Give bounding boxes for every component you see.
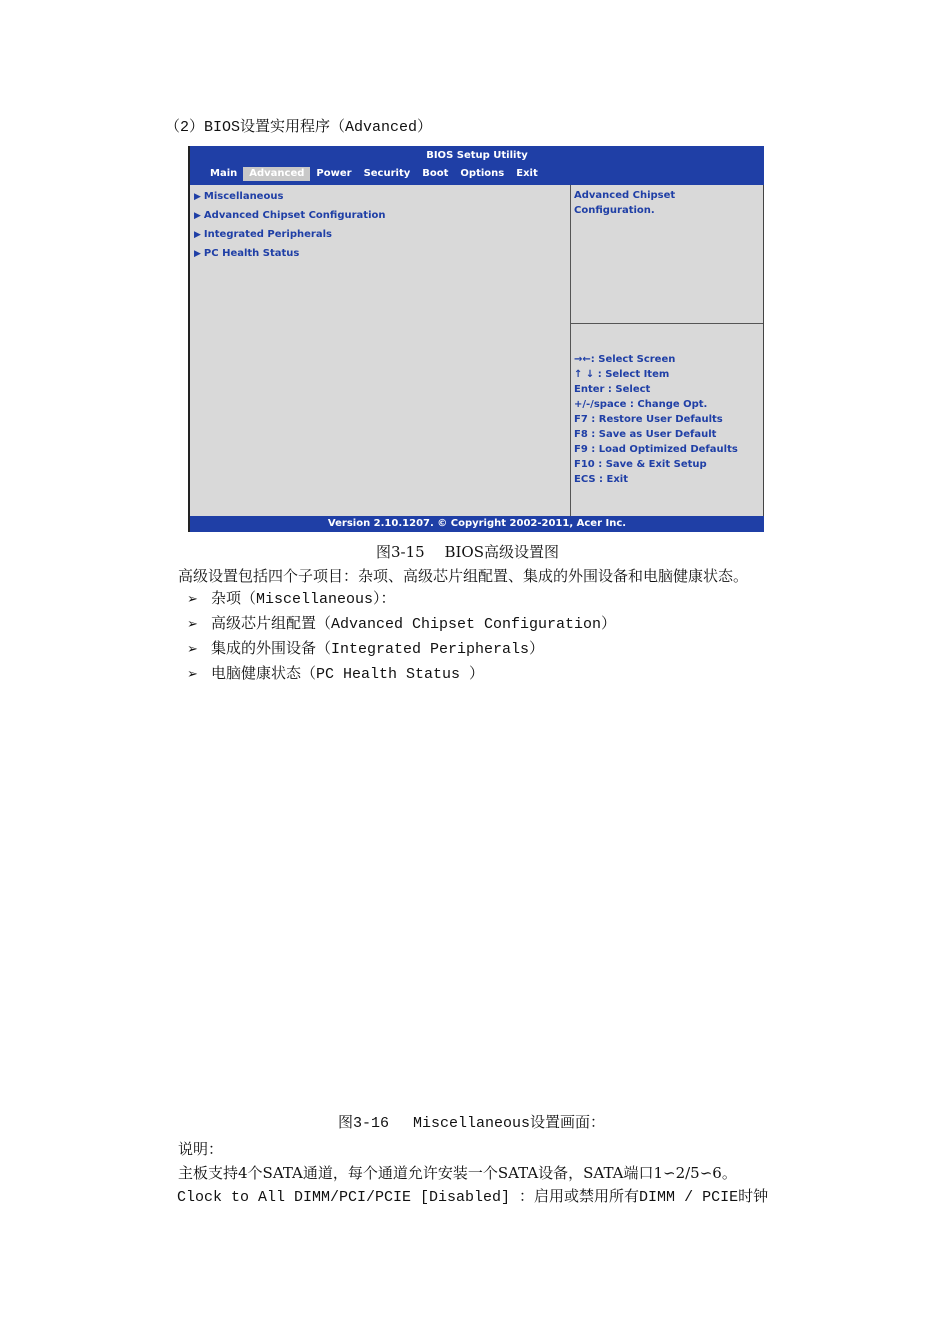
bullet-arrow-icon: ➢ [187,592,198,607]
intro-paragraph: 高级设置包括四个子项目：杂项、高级芯片组配置、集成的外围设备和电脑健康状态。 [178,567,749,585]
triangle-right-icon: ▶ [194,192,201,202]
bios-right-border [763,185,764,516]
bullet-arrow-icon: ➢ [187,642,198,657]
menu-boot[interactable]: Boot [422,168,449,179]
menu-options[interactable]: Options [460,168,505,179]
bios-item-label: Integrated Peripherals [203,229,332,240]
bios-menu-bar [204,167,544,181]
note-line-clock: Clock to All DIMM/PCI/PCIE [Disabled] ：启用或禁用所有DIMM / PCIE时钟 [177,1189,769,1206]
key-f8: F8 : Save as User Default [574,429,717,440]
key-esc: ECS : Exit [574,474,629,485]
menu-advanced[interactable]: Advanced [243,167,310,181]
key-f7: F7 : Restore User Defaults [574,414,723,425]
bios-help-divider [571,323,764,324]
bios-item-label: Advanced Chipset Configuration [203,210,386,221]
bios-item-pc-health[interactable] [194,245,386,264]
menu-power[interactable]: Power [316,168,352,179]
note-label: 说明： [178,1140,224,1158]
bullet-miscellaneous: 杂项（Miscellaneous）： [211,591,396,608]
bios-screenshot [188,146,764,532]
bullet-arrow-icon: ➢ [187,667,198,682]
bios-item-label: PC Health Status [203,248,300,259]
figure-caption-3-16: 图3-16 Miscellaneous设置画面： [338,1115,606,1132]
bios-item-label: Miscellaneous [203,191,284,202]
key-enter: Enter : Select [574,384,651,395]
key-select-item: ↑ ↓ : Select Item [574,369,670,380]
bios-item-integrated-peripherals[interactable] [194,226,386,245]
bios-item-advanced-chipset[interactable] [194,207,386,226]
bios-panel-divider [570,185,571,516]
triangle-right-icon: ▶ [194,249,201,259]
key-f9: F9 : Load Optimized Defaults [574,444,738,455]
figure-caption-3-15: 图3-15 BIOS高级设置图 [376,543,559,561]
bullet-arrow-icon: ➢ [187,617,198,632]
triangle-right-icon: ▶ [194,211,201,221]
menu-exit[interactable]: Exit [516,168,538,179]
bios-item-list [194,188,386,264]
bios-help-text: Advanced Chipset Configuration. [574,190,676,216]
menu-security[interactable]: Security [363,168,411,179]
bios-footer: Version 2.10.1207. © Copyright 2002-2011, Acer Inc. [190,516,764,532]
bullet-integrated-peripherals: 集成的外围设备（Integrated Peripherals） [211,641,545,658]
key-change-opt: +/-/space : Change Opt. [574,399,708,410]
key-f10: F10 : Save & Exit Setup [574,459,707,470]
bios-title: BIOS Setup Utility [426,150,528,161]
bios-item-miscellaneous[interactable] [194,188,386,207]
note-line-sata: 主板支持4个SATA通道，每个通道允许安装一个SATA设备，SATA端口1∽2/5∽6。 [178,1164,737,1182]
bullet-pc-health: 电脑健康状态（PC Health Status ） [211,666,485,683]
bullet-advanced-chipset: 高级芯片组配置（Advanced Chipset Configuration） [211,616,617,633]
key-select-screen: →←: Select Screen [574,354,676,365]
triangle-right-icon: ▶ [194,230,201,240]
bios-header [190,146,764,185]
bios-key-legend [574,352,738,487]
section-heading: （2）BIOS设置实用程序（Advanced） [165,119,433,136]
menu-main[interactable]: Main [210,168,238,179]
